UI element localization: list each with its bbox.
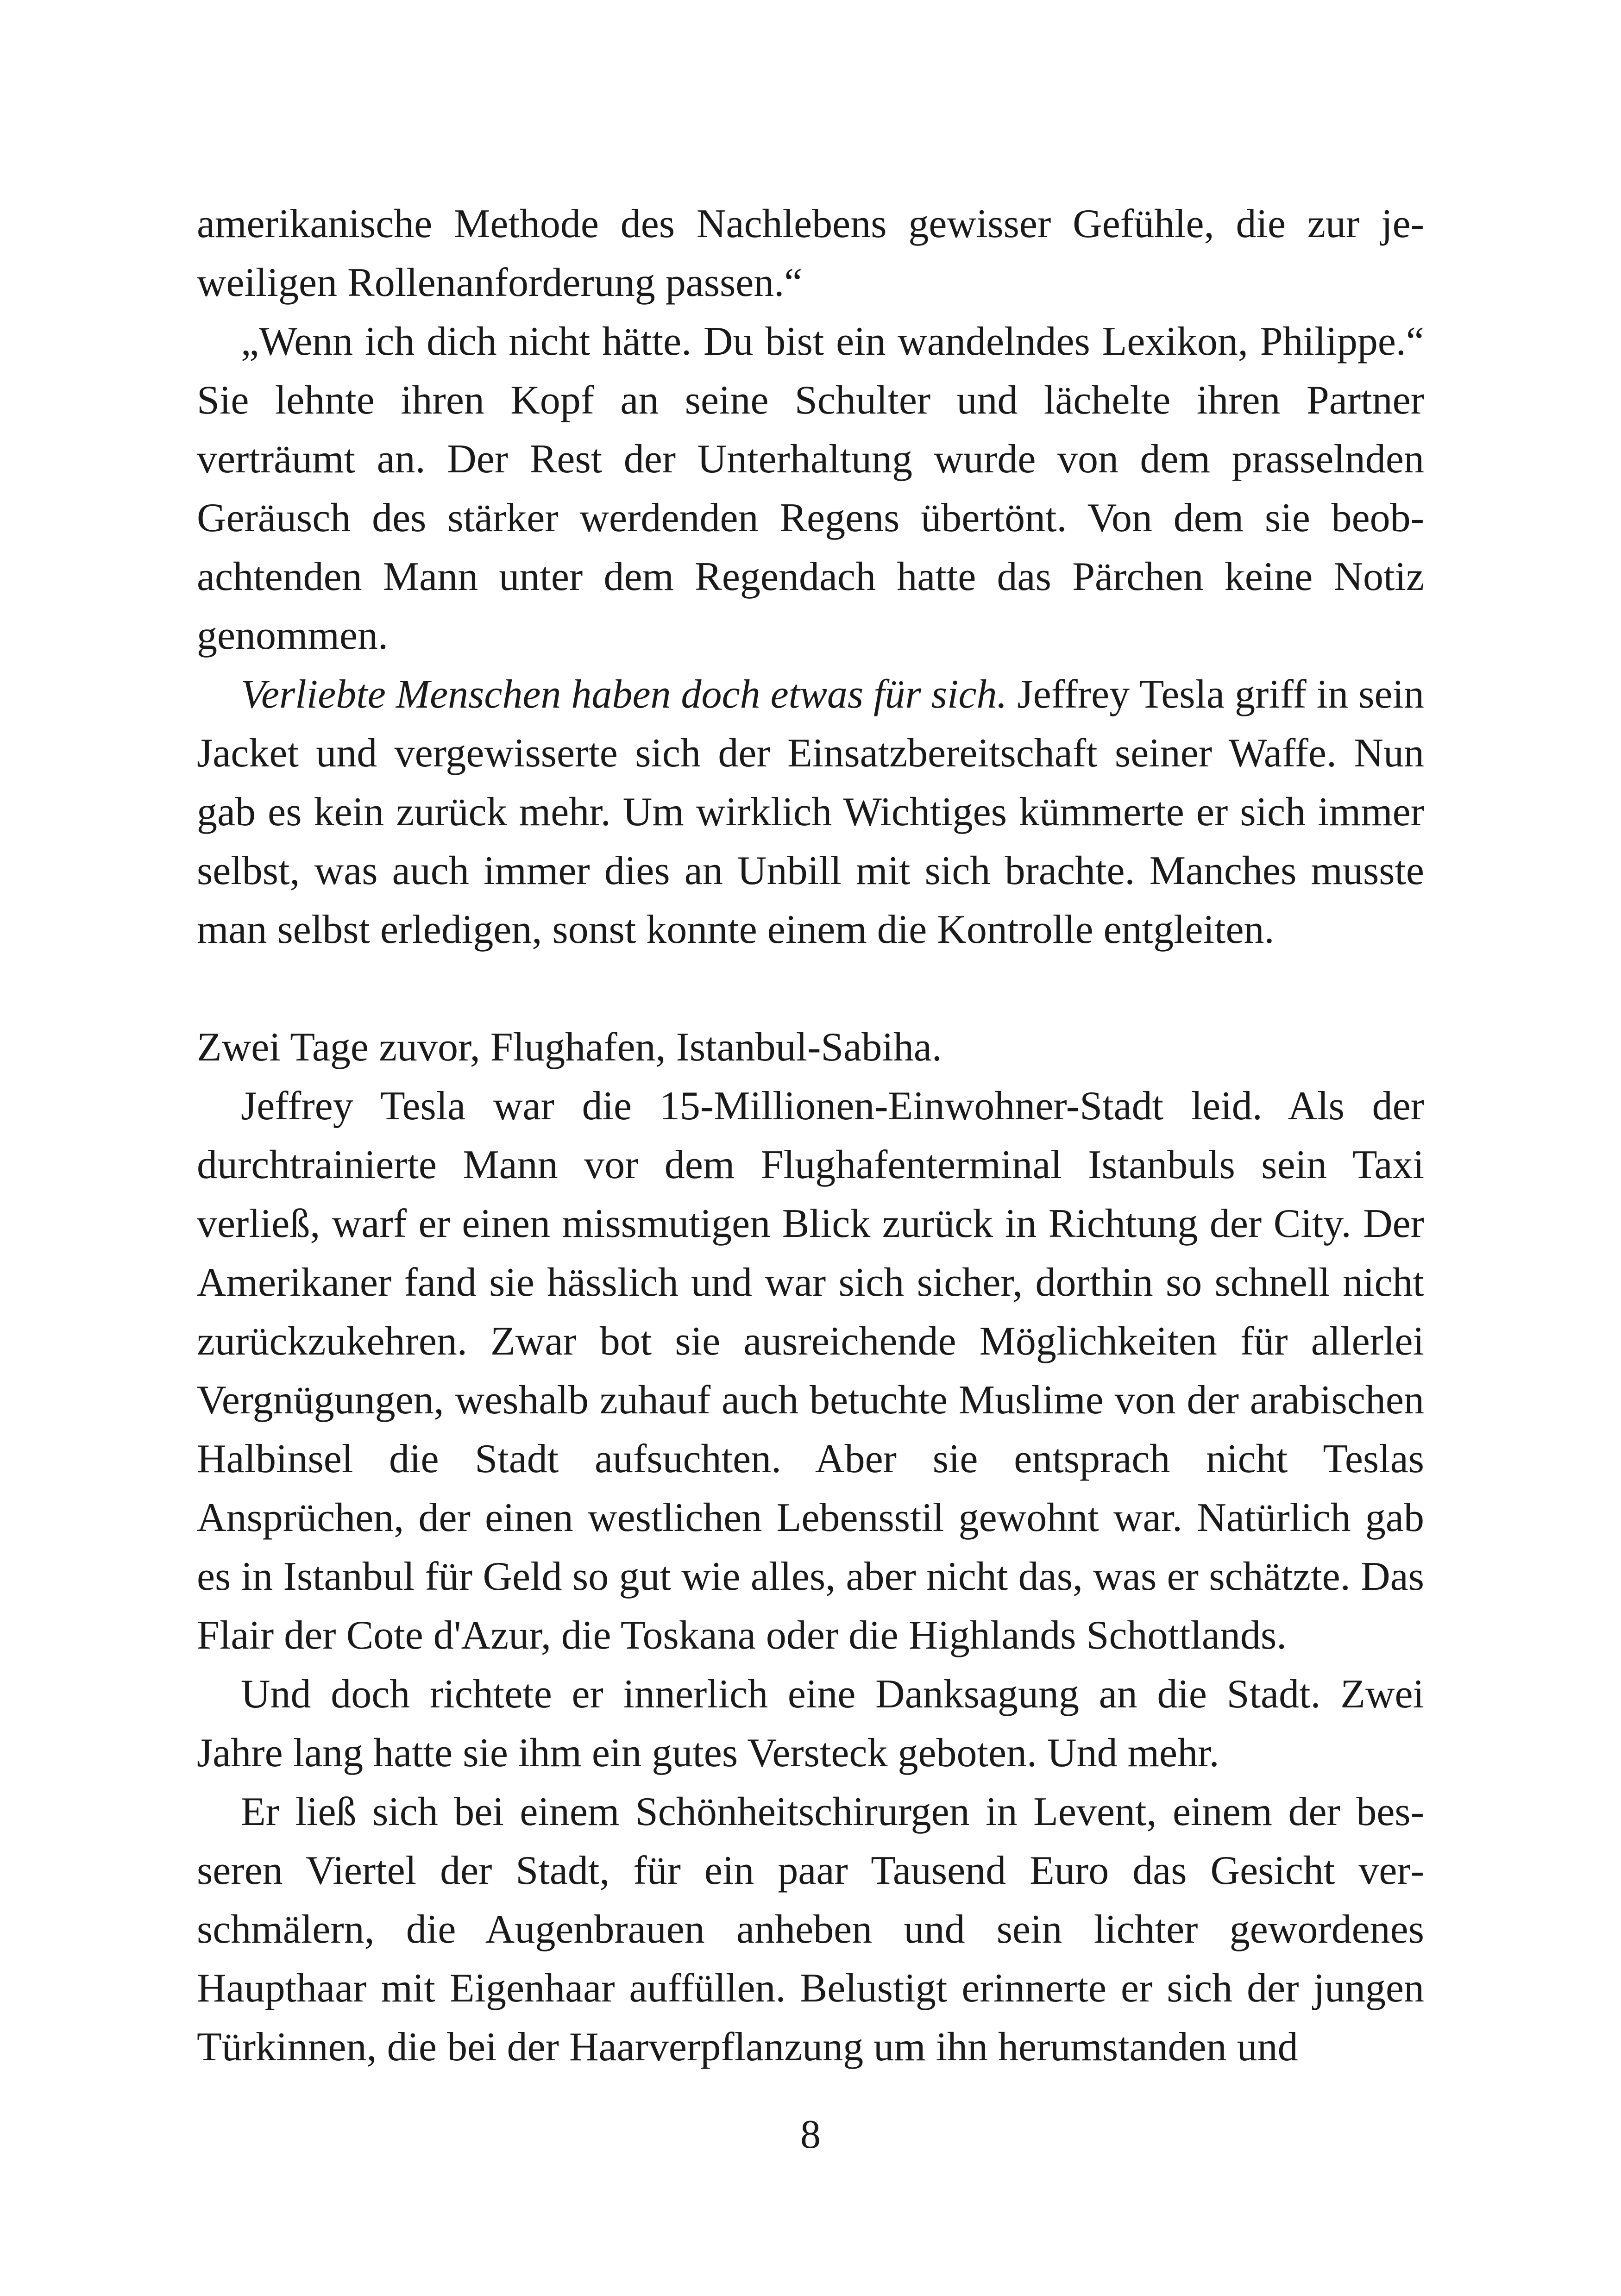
italic-thought: Verliebte Menschen haben doch etwas für sich. (241, 672, 1007, 717)
paragraph-3 (197, 665, 1424, 959)
scene-heading: Zwei Tage zuvor, Flughafen, Istanbul-Sabiha. (197, 1025, 942, 1070)
paragraph-7: Er ließ sich bei einem Schönheitschirurgen in Levent, einem der besseren Viertel der Stadt, für ein paar Tausend Euro das Gesicht verschmälern, die Augenbrauen anheben und sein lichter gewordenes Haupthaar mit Eigenhaar auffüllen. Belustigt erinnerte er sich der jungen Türkinnen, die bei der Haarverpflanzung um ihn herumstanden und (197, 1789, 1424, 2070)
paragraph-1: amerikanische Methode des Nachlebens gewisser Gefühle, die zur jeweiligen Rollenanforderung passen.“ (197, 201, 1424, 305)
page-body (197, 194, 1424, 2076)
paragraph-2: „Wenn ich dich nicht hätte. Du bist ein wandelndes Lexikon, Philippe.“ Sie lehnte ihren Kopf an seine Schulter und lächelte ihren Partner verträumt an. Der Rest der Unterhaltung wurde von dem prasselnden Geräusch des stärker werdenden Regens übertönt. Von dem sie beobachtenden Mann unter dem Regendach hatte das Pärchen keine Notiz genommen. (197, 319, 1424, 658)
page-number: 8 (800, 2112, 821, 2157)
paragraph-6: Und doch richtete er innerlich eine Danksagung an die Stadt. Zwei Jahre lang hatte sie ihm ein gutes Versteck geboten. Und mehr. (197, 1672, 1424, 1775)
paragraph-3-text: Jeffrey Tesla griff in sein Jacket und vergewisserte sich der Einsatzbereitschaft seiner Waffe. Nun gab es kein zurück mehr. Um wirklich Wichtiges kümmerte er sich immer selbst, was auch immer dies an Unbill mit sich brachte. Manches musste man selbst erledigen, sonst konnte einem die Kontrolle entgleiten. (197, 672, 1425, 952)
paragraph-5: Jeffrey Tesla war die 15-Millionen-Einwohner-Stadt leid. Als der durchtrainierte Mann vor dem Flughafenterminal Istanbuls sein Taxi verließ, warf er einen missmutigen Blick zurück in Richtung der City. Der Amerikaner fand sie hässlich und war sich sicher, dorthin so schnell nicht zurückzukehren. Zwar bot sie ausreichende Möglichkeiten für allerlei Vergnügungen, weshalb zuhauf auch betuchte Muslime von der arabischen Halbinsel die Stadt aufsuchten. Aber sie entsprach nicht Teslas Ansprüchen, der einen westlichen Lebensstil gewohnt war. Natürlich gab es in Istanbul für Geld so gut wie alles, aber nicht das, was er schätzte. Das Flair der Cote d'Azur, die Toskana oder die Highlands Schottlands. (197, 1084, 1424, 1658)
